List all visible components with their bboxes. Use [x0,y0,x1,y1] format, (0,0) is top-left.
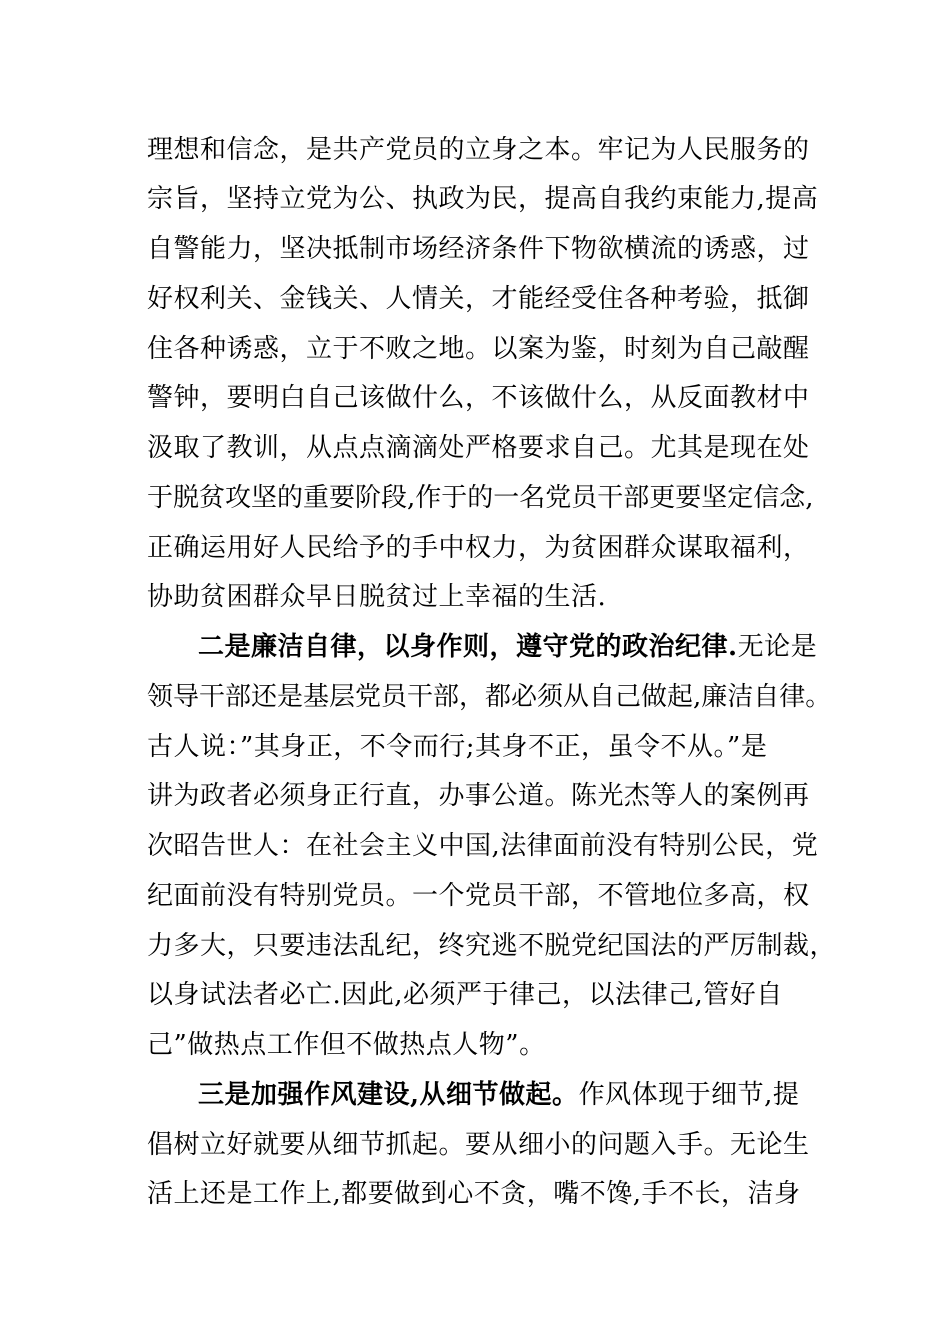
paragraph-text: 无论是 [737,632,818,662]
text-line: 正确运用好人民给予的手中权力，为贫困群众谋取福利， [147,533,810,563]
text-line: 己”做热点工作但不做热点人物”。 [147,1030,546,1060]
text-line: 讲为政者必须身正行直，办事公道。陈光杰等人的案例再 [147,781,810,811]
text-line: 理想和信念，是共产党员的立身之本。牢记为人民服务的 [147,135,810,165]
text-line: 自警能力，坚决抵制市场经济条件下物欲横流的诱惑，过 [147,234,810,264]
paragraph-text: 作风体现于细节,提 [578,1080,800,1110]
text-line: 力多大，只要违法乱纪，终究逃不脱党纪国法的严厉制裁， [147,931,837,961]
text-line [198,1078,799,1112]
text-line: 宗旨，坚持立党为公、执政为民，提高自我约束能力,提高 [147,184,819,214]
paragraph-heading: 二是廉洁自律，以身作则，遵守党的政治纪律. [198,632,738,662]
text-line: 住各种诱惑，立于不败之地。以案为鉴，时刻为自己敲醒 [147,334,810,364]
text-line: 倡树立好就要从细节抓起。要从细小的问题入手。无论生 [147,1130,810,1160]
text-line: 纪面前没有特别党员。一个党员干部，不管地位多高，权 [147,881,810,911]
text-line: 古人说：”其身正，不令而行;其身不正，虽令不从。”是 [147,732,768,762]
text-line: 协助贫困群众早日脱贫过上幸福的生活. [147,582,607,612]
text-line: 于脱贫攻坚的重要阶段,作于的一名党员干部更要坚定信念, [147,483,814,513]
text-line: 汲取了教训，从点点滴滴处严格要求自己。尤其是现在处 [147,433,810,463]
text-line: 以身试法者必亡.因此,必须严于律己，以法律己,管好自 [147,980,783,1010]
text-line: 活上还是工作上,都要做到心不贪，嘴不馋,手不长，洁身 [147,1179,801,1209]
text-line: 领导干部还是基层党员干部，都必须从自己做起,廉洁自律。 [147,682,832,712]
text-line: 警钟，要明白自己该做什么，不该做什么，从反面教材中 [147,383,810,413]
paragraph-heading: 三是加强作风建设,从细节做起。 [198,1080,579,1110]
text-line: 次昭告世人：在社会主义中国,法律面前没有特别公民，党 [147,831,819,861]
text-line [198,630,817,664]
text-line: 好权利关、金钱关、人情关，才能经受住各种考验，抵御 [147,284,810,314]
